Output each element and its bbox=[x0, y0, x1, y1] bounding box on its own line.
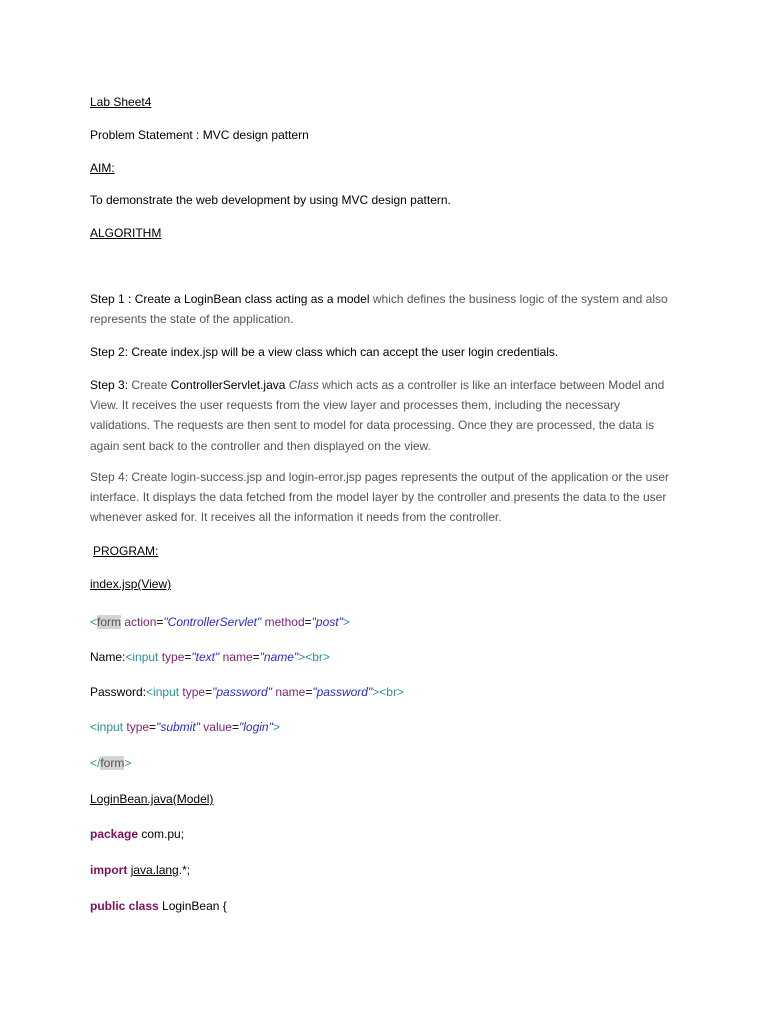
code-action-attr: action bbox=[121, 615, 157, 629]
code-password-label: Password: bbox=[90, 685, 147, 699]
code-eq: = bbox=[184, 650, 192, 664]
java-import bbox=[90, 860, 680, 880]
code-password-type-val: "password" bbox=[212, 685, 272, 699]
java-package-kw: package bbox=[90, 827, 139, 841]
algorithm-heading: ALGORITHM bbox=[90, 226, 162, 240]
code-eq: = bbox=[305, 685, 313, 699]
code-action-val: "ControllerServlet" bbox=[163, 615, 262, 629]
code-br: ><br> bbox=[298, 650, 330, 664]
step-4: Step 4: Create login-success.jsp and login-error.jsp pages represents the output of the application or the user interface. It displays the data fetched from the model layer by the controller and presents the data to the user whenever asked for. It receives all the information it needs from the controller. bbox=[90, 470, 670, 525]
code-eq: = bbox=[304, 615, 312, 629]
step-3 bbox=[90, 375, 680, 456]
step-2: Step 2: Create index.jsp will be a view class which can accept the user login credentials. bbox=[90, 345, 559, 359]
step-1 bbox=[90, 289, 680, 329]
step-3-label: Step 3: bbox=[90, 378, 129, 392]
code-method-val: "post" bbox=[311, 615, 343, 629]
code-eq: = bbox=[149, 720, 157, 734]
code-name-attr: name bbox=[271, 685, 306, 699]
code-password-input bbox=[90, 682, 680, 702]
code-lt: < bbox=[90, 615, 98, 629]
code-name-input bbox=[90, 647, 680, 667]
step-3-class: Class bbox=[288, 378, 319, 392]
code-input-open: <input bbox=[125, 650, 159, 664]
code-type-attr: type bbox=[158, 650, 185, 664]
java-class-name: LoginBean { bbox=[158, 899, 227, 913]
code-submit-input bbox=[90, 717, 680, 737]
java-import-rest: .*; bbox=[178, 863, 191, 877]
code-gt: > bbox=[342, 615, 350, 629]
code-close-lt: </ bbox=[90, 756, 101, 770]
code-text-val: "text" bbox=[191, 650, 220, 664]
code-form-close bbox=[90, 753, 680, 773]
code-gt: > bbox=[272, 720, 280, 734]
step-3-text: which acts as a controller is like an interface between Model and View. It receives the user requests from the view layer and processes them, including the necessary validations. The requests are then sent to model for data processing. Once they are processed, the data is again sent back to the controller and then displayed on the view. bbox=[90, 378, 665, 453]
program-heading: PROGRAM: bbox=[93, 544, 159, 558]
java-public-class-kw: public class bbox=[90, 899, 159, 913]
step-1-text: which defines the business logic of the system and also represents the state of the application. bbox=[90, 292, 668, 327]
java-import-kw: import bbox=[90, 863, 128, 877]
code-login-val: "login" bbox=[238, 720, 273, 734]
model-heading: LoginBean.java(Model) bbox=[90, 792, 214, 806]
code-value-attr: value bbox=[199, 720, 232, 734]
code-gt: > bbox=[124, 756, 132, 770]
code-eq: = bbox=[205, 685, 213, 699]
aim-heading: AIM: bbox=[90, 161, 115, 175]
problem-statement: Problem Statement : MVC design pattern bbox=[90, 128, 309, 142]
code-type-attr: type bbox=[179, 685, 206, 699]
step-1-label: Step 1 : Create a LoginBean class acting as a model bbox=[90, 292, 370, 306]
code-input-open: <input bbox=[146, 685, 180, 699]
code-name-attr: name bbox=[219, 650, 253, 664]
java-import-pkg: java.lang bbox=[130, 863, 179, 877]
code-eq: = bbox=[252, 650, 260, 664]
code-br: ><br> bbox=[372, 685, 404, 699]
code-name-val: "name" bbox=[259, 650, 299, 664]
java-class-decl bbox=[90, 896, 680, 916]
code-form-open bbox=[90, 612, 680, 632]
java-package-name: com.pu; bbox=[138, 827, 185, 841]
code-submit-val: "submit" bbox=[156, 720, 200, 734]
code-input-open: <input bbox=[90, 720, 124, 734]
code-password-name-val: "password" bbox=[312, 685, 373, 699]
lab-sheet-title: Lab Sheet4 bbox=[90, 95, 152, 109]
aim-text: To demonstrate the web development by using MVC design pattern. bbox=[90, 193, 451, 207]
code-form-tag: form bbox=[97, 615, 122, 629]
code-type-attr: type bbox=[123, 720, 150, 734]
java-package bbox=[90, 824, 680, 844]
code-form-close-tag: form bbox=[100, 756, 125, 770]
step-3-create: Create bbox=[128, 378, 171, 392]
code-name-label: Name: bbox=[90, 650, 126, 664]
view-heading: index.jsp(View) bbox=[90, 577, 172, 591]
code-eq: = bbox=[156, 615, 164, 629]
code-eq: = bbox=[231, 720, 239, 734]
code-method-attr: method bbox=[261, 615, 305, 629]
step-3-file: ControllerServlet.java bbox=[170, 378, 286, 392]
